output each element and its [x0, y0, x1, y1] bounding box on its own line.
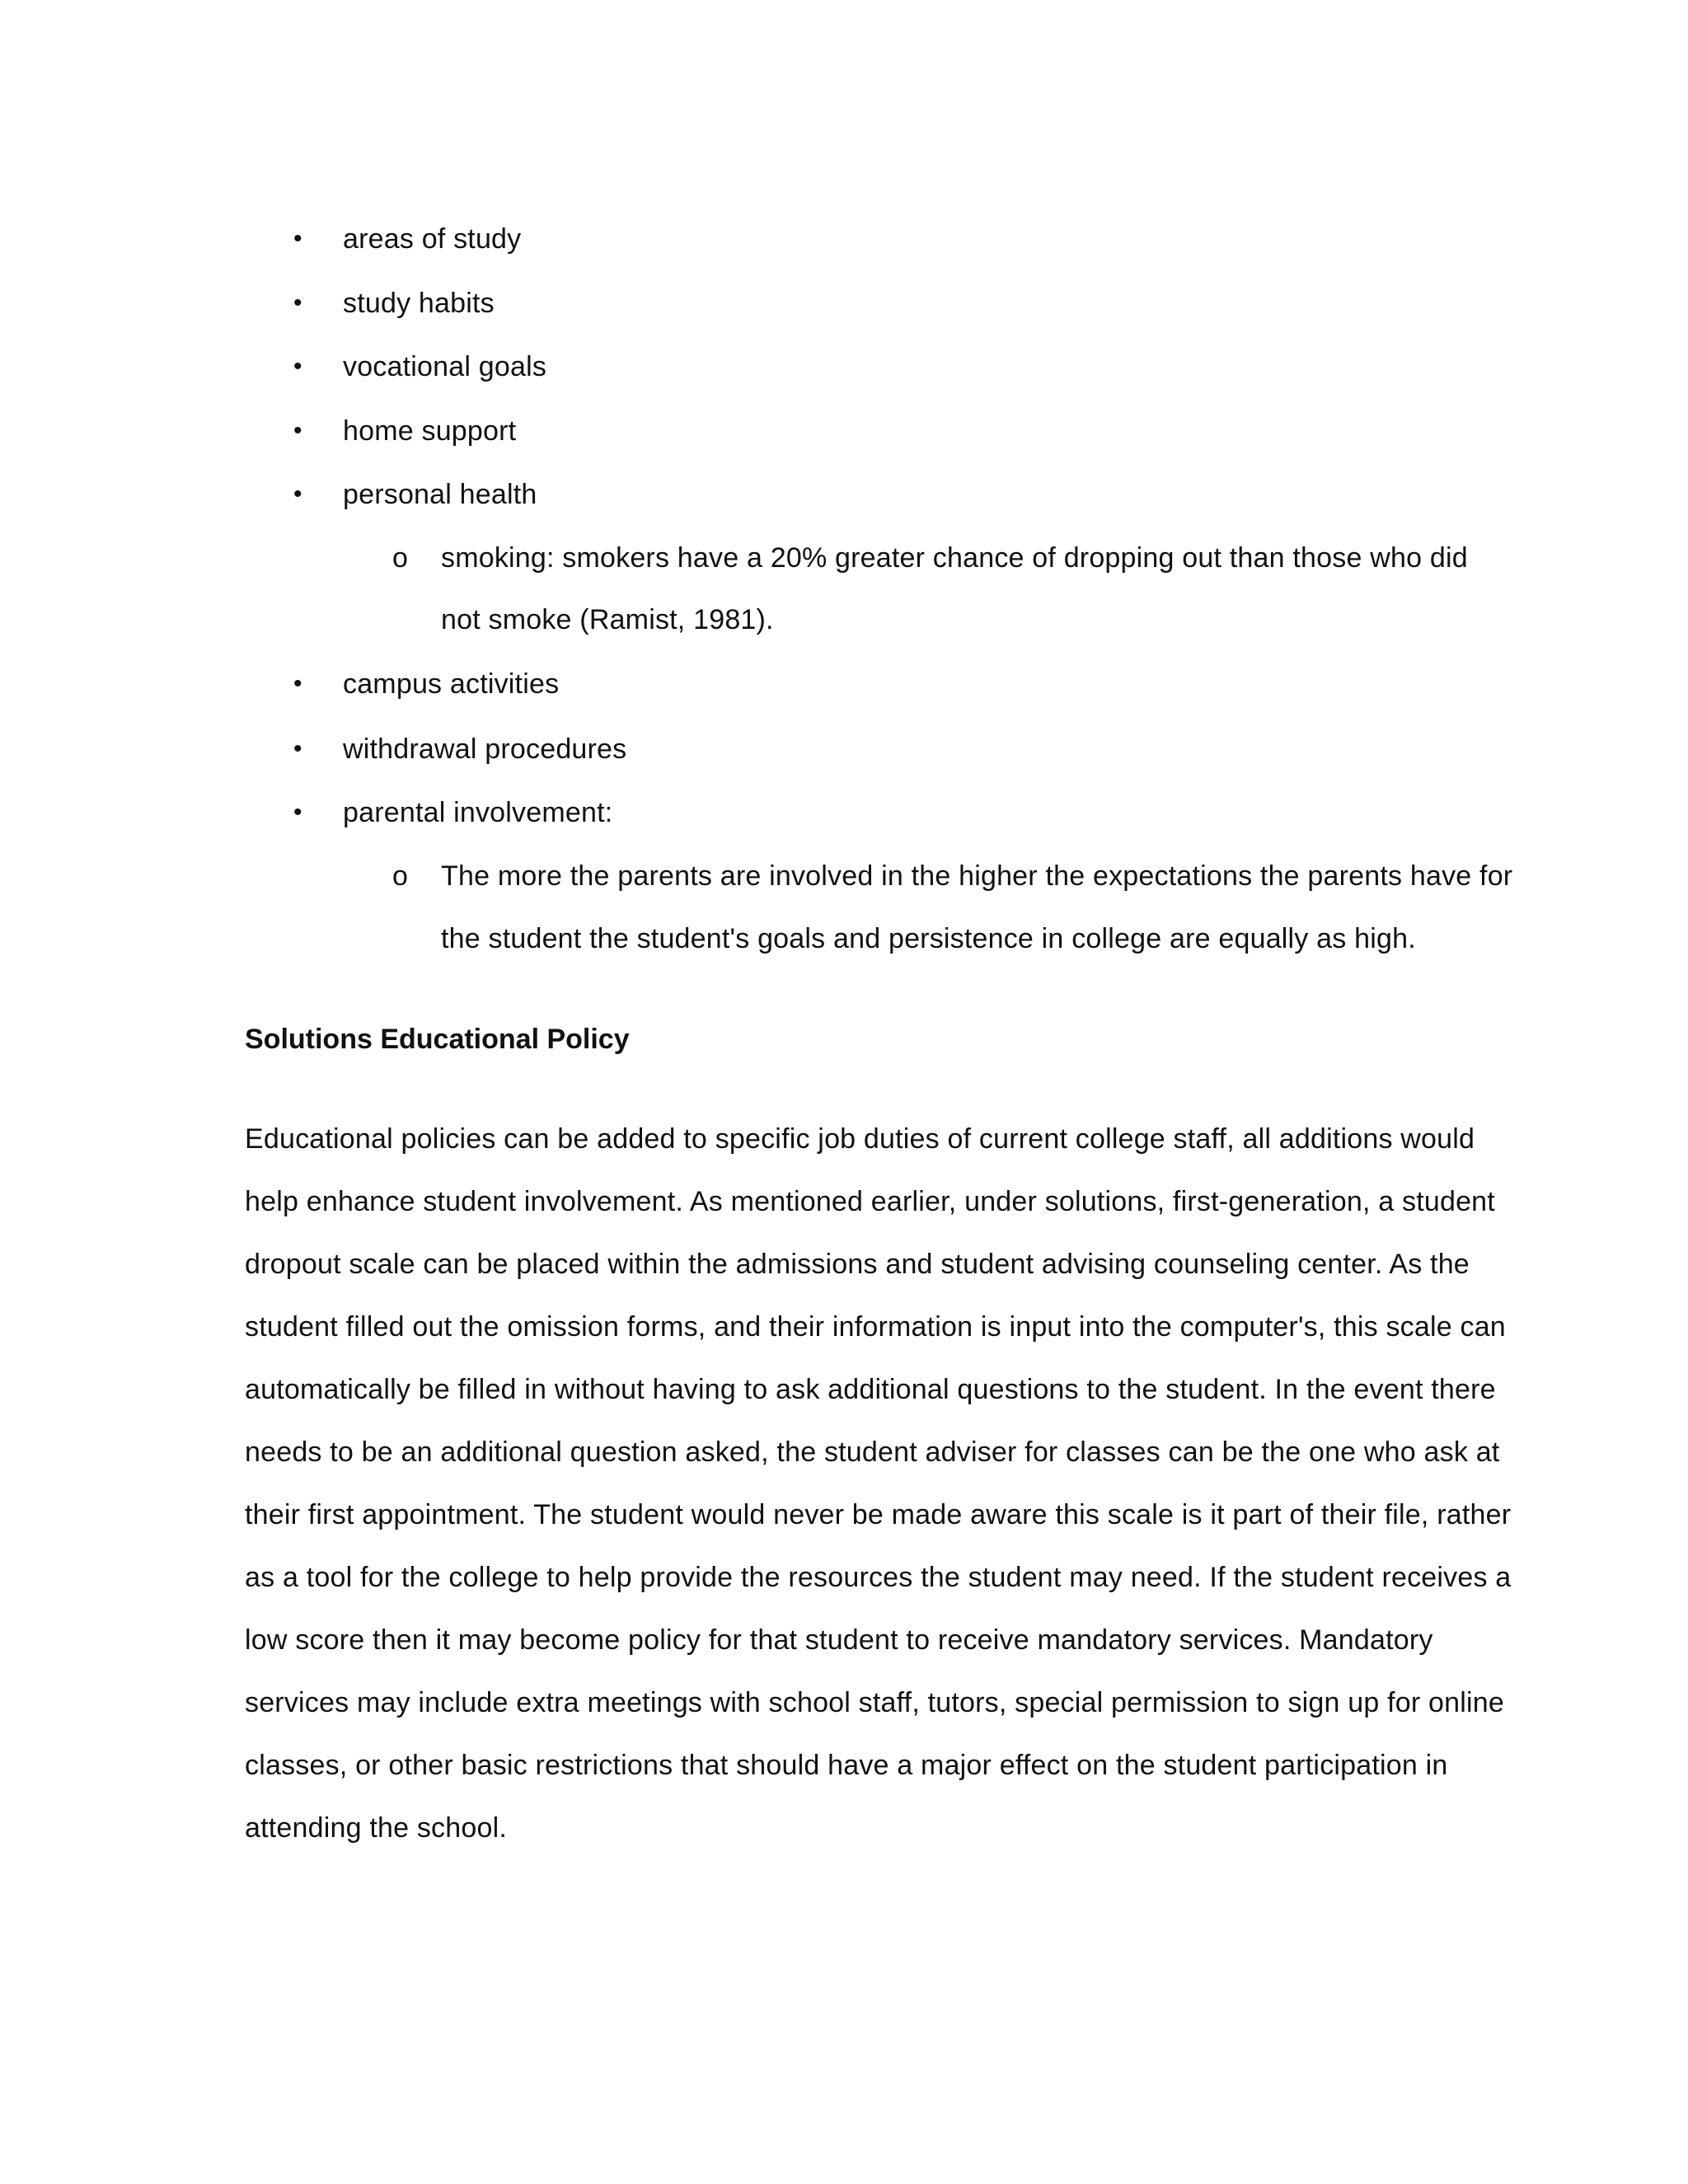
bullet-marker: •	[293, 670, 302, 697]
bullet-marker: •	[293, 799, 302, 826]
paragraph-line: as a tool for the college to help provide the resources the student may need. If the student receives a	[245, 1562, 1512, 1593]
list-item: parental involvement:	[343, 797, 613, 828]
paragraph-line: classes, or other basic restrictions that should have a major effect on the student participation in	[245, 1750, 1448, 1781]
section-heading: Solutions Educational Policy	[245, 1024, 630, 1055]
bullet-marker: •	[293, 225, 302, 252]
paragraph-line: needs to be an additional question asked, the student adviser for classes can be the one who ask at	[245, 1436, 1500, 1468]
sub-bullet-marker: o	[392, 860, 408, 892]
paragraph-line: dropout scale can be placed within the admissions and student advising counseling center. As the	[245, 1249, 1470, 1280]
bullet-marker: •	[293, 417, 302, 444]
paragraph-line: their first appointment. The student would never be made aware this scale is it part of their file, rather	[245, 1499, 1512, 1530]
paragraph-line: attending the school.	[245, 1812, 507, 1844]
paragraph-line: Educational policies can be added to specific job duties of current college staff, all additions would	[245, 1123, 1475, 1155]
sub-list-item-line: smoking: smokers have a 20% greater chance of dropping out than those who did	[441, 542, 1468, 574]
list-item: study habits	[343, 288, 495, 319]
list-item: vocational goals	[343, 351, 547, 382]
paragraph-line: student filled out the omission forms, and their information is input into the computer's, this scale can	[245, 1311, 1506, 1343]
paragraph-line: help enhance student involvement. As mentioned earlier, under solutions, first-generation, a student	[245, 1186, 1495, 1217]
paragraph-line: low score then it may become policy for that student to receive mandatory services. Mandatory	[245, 1624, 1433, 1656]
bullet-marker: •	[293, 353, 302, 380]
sub-list-item-line: not smoke (Ramist, 1981).	[441, 604, 774, 635]
sub-bullet-marker: o	[392, 542, 408, 574]
bullet-marker: •	[293, 735, 302, 762]
bullet-marker: •	[293, 289, 302, 316]
bullet-marker: •	[293, 480, 302, 508]
list-item: withdrawal procedures	[343, 733, 627, 765]
sub-list-item-line: The more the parents are involved in the higher the expectations the parents have for	[441, 860, 1513, 892]
list-item: personal health	[343, 479, 537, 510]
list-item: areas of study	[343, 223, 522, 255]
paragraph-line: services may include extra meetings with school staff, tutors, special permission to sign up for online	[245, 1687, 1505, 1718]
sub-list-item-line: the student the student's goals and persistence in college are equally as high.	[441, 923, 1416, 954]
list-item: campus activities	[343, 668, 560, 700]
paragraph-line: automatically be filled in without having to ask additional questions to the student. In the event there	[245, 1374, 1496, 1405]
list-item: home support	[343, 415, 517, 447]
